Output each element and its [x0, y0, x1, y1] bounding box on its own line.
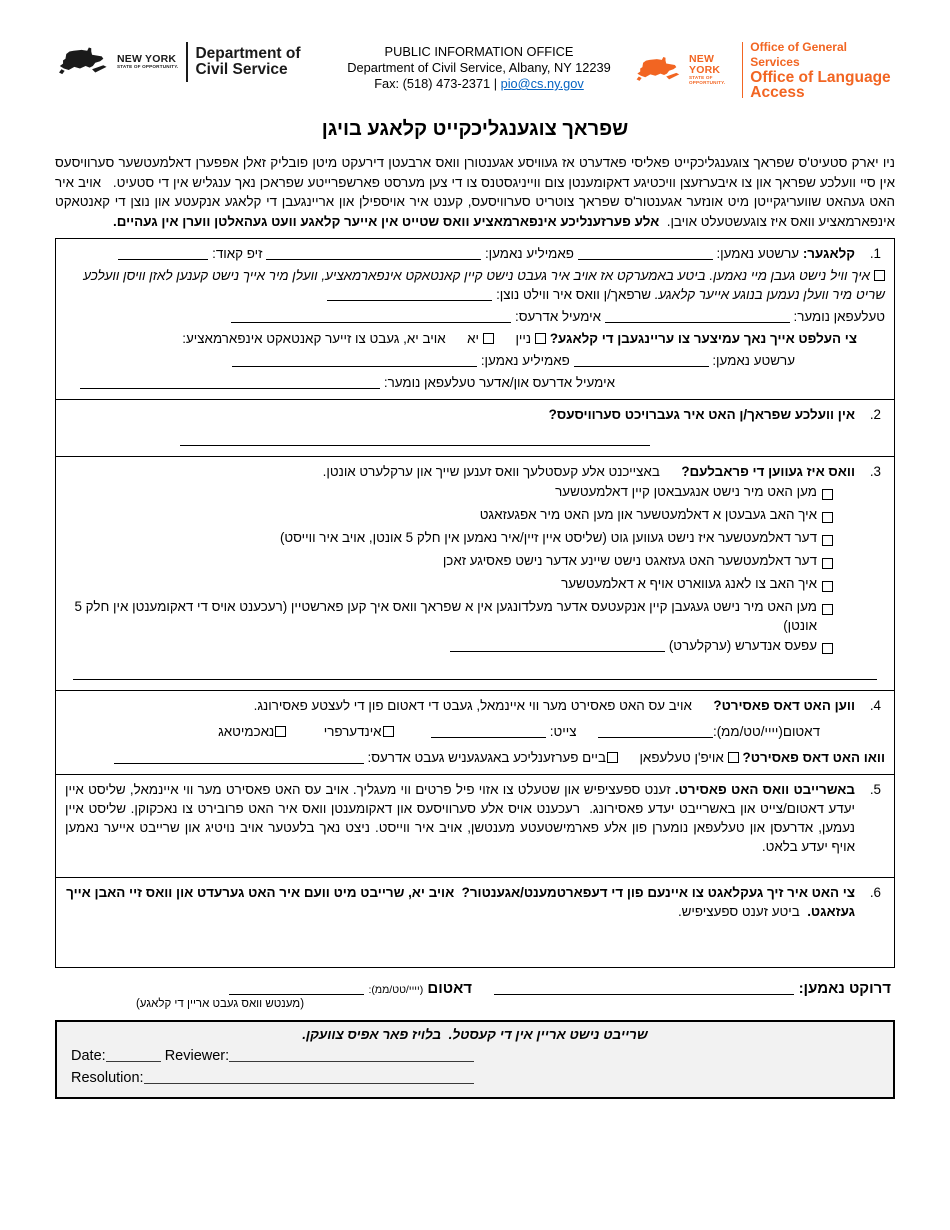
- option-label: מען האט מיר נישט געגעבן קיין אנקעטעס אדער מעלדונגען אין א שפראך וואס איך קען פארשטיין (רעכענט אויס די דאקומענטן אין חלק 5 אונטן): [74, 599, 817, 633]
- option-checkbox[interactable]: [822, 581, 833, 592]
- intro-regular: ניו יארק סטעיט'ס שפראך צוגענגליכקייט פאליסי פאדערט אז געוויסע אגענטורן וואס ארבעטן דירעקט מיטן פובליק זאלן אפפערן דאלמעטשער סערוויסעס אין סיי וועלכע שפראך און צו איבערזעצן וויכטיגע דאקומענטן צום ווייניגסטנס צו די צען מערסט פארשפרייטע שפראכן נאך ענגליש אין די סטעיט. אויב איר האט געהאט שוועריגקייטן מיט אונזער אגענטור'ס שפראך צוטריט סערוויסעס, קענט איר אויספילן און אריינגעבן די קלאגע אנקעטע און נוצן די קאנטאקט אינפארמאציע וואס איז צוגעשטעלט אויבן.: [55, 155, 895, 229]
- brand-tagline: STATE OF OPPORTUNITY.: [689, 75, 726, 85]
- logo-divider: [742, 42, 743, 98]
- option-label: איך האב צו לאנג געווארט אויף א דאלמעטשער: [561, 576, 817, 591]
- page-header: [55, 40, 895, 100]
- q6-note: ביטע זענט ספעציפיש.: [677, 904, 804, 919]
- helper-family-name-blank[interactable]: [232, 354, 477, 367]
- office-name: PUBLIC INFORMATION OFFICE: [384, 44, 574, 59]
- language-label: שרפאך/ן וואס איר ווילט נוצן:: [496, 287, 652, 302]
- complaint-form-table: [55, 238, 895, 968]
- helper-if-yes: אויב יא, געבט צו זייער קאנטאקט אינפארמאציע:: [182, 331, 446, 346]
- option-checkbox[interactable]: [822, 535, 833, 546]
- print-name-blank[interactable]: [494, 982, 794, 995]
- where-question: וואו האט דאס פאסירט?: [742, 750, 885, 765]
- option-label: דער דאלמעטשער איז נישט געווען גוט (שליסט איין זיין/איר נאמען אין חלק 5 אונטן, אויב איר ווייסט): [279, 530, 817, 545]
- option-checkbox[interactable]: [822, 604, 833, 615]
- q5-label: באשרייבט וואס האט פאסירט.: [674, 782, 855, 797]
- option-checkbox[interactable]: [822, 512, 833, 523]
- helper-yes-checkbox[interactable]: [483, 333, 494, 344]
- q3-option-row: [65, 528, 885, 550]
- option-checkbox[interactable]: [822, 489, 833, 500]
- helper-yes-label: יא: [467, 331, 479, 346]
- date-blank[interactable]: [598, 725, 713, 738]
- helper-question: צי העלפט אייך נאך עמיצער צו עריינגעבן די קלאגע?: [549, 331, 857, 346]
- section-6-prior-complaint: [56, 877, 894, 967]
- q5-number: 5.: [869, 782, 881, 797]
- q3-option-row: [65, 505, 885, 527]
- helper-contact-blank[interactable]: [80, 376, 380, 389]
- brand-tagline: STATE OF OPPORTUNITY.: [117, 64, 179, 70]
- office-use-notice: שרייבט נישט אריין אין די קעסטל. בלויז פאר אפיס צוועקן.: [302, 1027, 648, 1042]
- department-name: Department of Civil Service: [195, 44, 301, 78]
- option-checkbox[interactable]: [822, 558, 833, 569]
- q1-number: 1.: [869, 246, 881, 261]
- fax-line: Fax: (518) 473-2371 | pio@cs.ny.gov: [374, 76, 584, 91]
- section-1-complainant: [56, 239, 894, 399]
- helper-contact-label: אימעיל אדרעס און/אדער טעלעפאן נומער:: [383, 375, 615, 390]
- q5-body: זענט ספעציפיש און שטעלט צו אזוי פיל פרטים ווי מעגליך. אויב עס האט פאסירט מער ווי איינמאל, שליסט איין יעדע דאטום/צייט און באשרייבט יעדע פאסירונג. רעכענט אויס אלע סערוויסעס און דאקומענטן וואס איר האט פרובירט צו נאכקוקן. שליסט איין נעמען, אדרעסן און טעלעפאן נומערן פון אלע פארמישטעטע מענטשן, אויב איר ווייסט. ניצט נאך בלעטער אויב נויטיג און שרייבט אייער נאמען אויף יעדע בלאט.: [65, 782, 855, 854]
- q3-option-row: [65, 482, 885, 504]
- address-blank[interactable]: [114, 751, 364, 764]
- office-date-reviewer-line: [71, 1045, 879, 1067]
- q1-line: [65, 244, 855, 263]
- helper-no-label: ניין: [515, 331, 532, 346]
- q4-instruction: אויב עס האט פאסירט מער ווי איינמאל, געבט די דאטום פון די לעצטע פאסירונג.: [253, 698, 692, 713]
- q3-option-row: [65, 551, 885, 573]
- section-5-describe: [56, 774, 894, 877]
- office-reviewer-label: Reviewer:: [164, 1048, 230, 1064]
- email-label: אימעיל אדרעס:: [514, 309, 602, 324]
- q6-number: 6.: [869, 885, 881, 900]
- office-date-label: Date:: [71, 1048, 106, 1064]
- zip-blank[interactable]: [118, 247, 208, 260]
- q3-option-row: [65, 574, 885, 596]
- email-blank[interactable]: [231, 310, 511, 323]
- phone-label: טעלעפאן נומער:: [793, 309, 885, 324]
- option-label: דער דאלמעטשער האט געזאגט נישט שיינע אדער נישט פאסיגע זאכן: [442, 553, 817, 568]
- office-date-blank[interactable]: [106, 1049, 161, 1062]
- first-name-blank[interactable]: [578, 247, 713, 260]
- sig-date-label: דאטום: [427, 980, 473, 997]
- helper-name-line: [65, 351, 885, 370]
- family-name-blank[interactable]: [266, 247, 481, 260]
- first-name-label: ערשטע נאמען:: [716, 246, 800, 261]
- morning-label: אינדערפרי: [323, 724, 382, 739]
- in-person-label: ביים פערזענליכע באגעגעניש געבט אדרעס:: [367, 750, 606, 765]
- q2-question: אין וועלכע שפראך/ן האט איר געברויכט סערוויסעס?: [548, 407, 855, 422]
- office-resolution-label: Resolution:: [71, 1070, 144, 1086]
- ny-state-icon: [55, 40, 113, 84]
- contact-block: [325, 40, 633, 92]
- section-3-problem: [56, 456, 894, 690]
- q4-date-time-line: [65, 722, 885, 741]
- q3-option-row: [65, 597, 885, 635]
- office-of-language-access: Office of General Services Office of Language Access: [750, 40, 891, 101]
- zip-label: זיפ קאוד:: [212, 246, 263, 261]
- intro-bold-confidentiality: אלע פערזענליכע אינפארמאציע וואס שטייט אין אייער קלאגע וועט געהאלטן ווערן אין געהיים.: [112, 213, 660, 229]
- q4-number: 4.: [869, 698, 881, 713]
- option-checkbox[interactable]: [822, 643, 833, 654]
- time-blank[interactable]: [431, 725, 546, 738]
- print-name-label: דרוקט נאמען:: [798, 980, 891, 997]
- brand-text: NEW YORK: [117, 52, 177, 65]
- sig-date-blank[interactable]: [229, 982, 364, 995]
- afternoon-checkbox[interactable]: [275, 726, 286, 737]
- date-label: דאטום(יייי/טט/ממ):: [712, 724, 820, 739]
- anonymous-checkbox[interactable]: [874, 270, 885, 281]
- office-resolution-blank[interactable]: [144, 1071, 474, 1084]
- phone-blank[interactable]: [605, 310, 790, 323]
- q3-question: וואס איז געווען די פראבלעם?: [681, 464, 855, 479]
- in-person-checkbox[interactable]: [607, 752, 618, 763]
- office-reviewer-blank[interactable]: [229, 1049, 474, 1062]
- option-label: מען האט מיר נישט אנגעבאטן קיין דאלמעטשער: [555, 484, 817, 499]
- helper-family-name-label: פאמיליע נאמען:: [480, 353, 570, 368]
- phone-email-line: [65, 307, 885, 326]
- q3-number: 3.: [869, 464, 881, 479]
- helper-first-name-blank[interactable]: [574, 354, 709, 367]
- sig-date-format: (יייי/טט/ממ):: [368, 984, 424, 996]
- q3-other-row: [65, 636, 885, 658]
- option-label: איך האב געבעטן א דאלמעטשער און מען האט מיר אפגעזאגט: [479, 507, 817, 522]
- office-resolution-line: [71, 1067, 879, 1089]
- q2-answer-blank[interactable]: [180, 433, 650, 446]
- anonymous-note: איך וויל נישט געבן מיי נאמען. ביטע באמערקט אז אויב איר געבט נישט קיין קאנטאקט אינפארמאציע, וועלן מיר אייך נישט קענען לאזן וויסן וועלכע שריט מיר וועלן נעמען בנוגע אייער קלאגע.: [83, 268, 885, 302]
- q1-label: קלאגער:: [802, 246, 855, 261]
- signature-caption: (מענטש וואס געבט אריין די קלאגע): [135, 998, 305, 1010]
- ny-brand-left: [117, 54, 178, 70]
- signature-line: [55, 980, 895, 997]
- other-blank[interactable]: [450, 639, 665, 652]
- helper-question-line: [65, 329, 885, 348]
- q2-answer-line: [65, 430, 885, 449]
- ny-brand-right: [689, 54, 734, 85]
- morning-checkbox[interactable]: [383, 726, 394, 737]
- page-title: שפראך צוגענגליכקייט קלאגע בויגן: [321, 118, 629, 140]
- q6-question-bold: צי האט איר זיך געקלאגט צו איינעם פון די דעפארטמענט/אגענטור? אויב יא, שרייבט מיט וועם איר האט גערעדט און וואס זיי האבן אייך געזאגט.: [66, 885, 855, 919]
- helper-first-name-label: ערשטע נאמען:: [712, 353, 795, 368]
- q3-instruction: באצייכנט אלע קעסטלעך וואס זענען שייך און ערקלערט אונטן.: [322, 464, 660, 479]
- section-2-languages: [56, 399, 894, 456]
- office-use-box: [55, 1020, 895, 1099]
- by-phone-checkbox[interactable]: [728, 752, 739, 763]
- intro-paragraph: [55, 153, 895, 231]
- ogs-logo: [633, 40, 895, 100]
- helper-contact-line: [65, 373, 885, 392]
- q2-number: 2.: [869, 407, 881, 422]
- logo-divider: [186, 42, 188, 82]
- helper-no-checkbox[interactable]: [535, 333, 546, 344]
- office-address: Department of Civil Service, Albany, NY 12239: [347, 60, 611, 75]
- time-label: צייט:: [549, 724, 577, 739]
- q4-where-line: [65, 748, 885, 767]
- q3-explain-blank[interactable]: [73, 667, 877, 680]
- language-blank[interactable]: [327, 288, 492, 301]
- family-name-label: פאמיליע נאמען:: [484, 246, 574, 261]
- anonymous-option-line: [65, 266, 885, 304]
- afternoon-label: נאכמיטאג: [218, 724, 275, 739]
- q4-question: ווען האט דאס פאסירט?: [713, 698, 855, 713]
- other-label: עפעס אנדערש (ערקלערט): [668, 638, 817, 653]
- q3-explain-line: [65, 664, 885, 683]
- ny-state-icon: [633, 50, 685, 90]
- by-phone-label: אויפ'ן טעלעפאן: [639, 750, 724, 765]
- brand-text: NEW YORK: [689, 53, 721, 76]
- section-4-when-where: [56, 690, 894, 774]
- email-link[interactable]: pio@cs.ny.gov: [500, 76, 584, 91]
- dcs-logo: [55, 40, 325, 84]
